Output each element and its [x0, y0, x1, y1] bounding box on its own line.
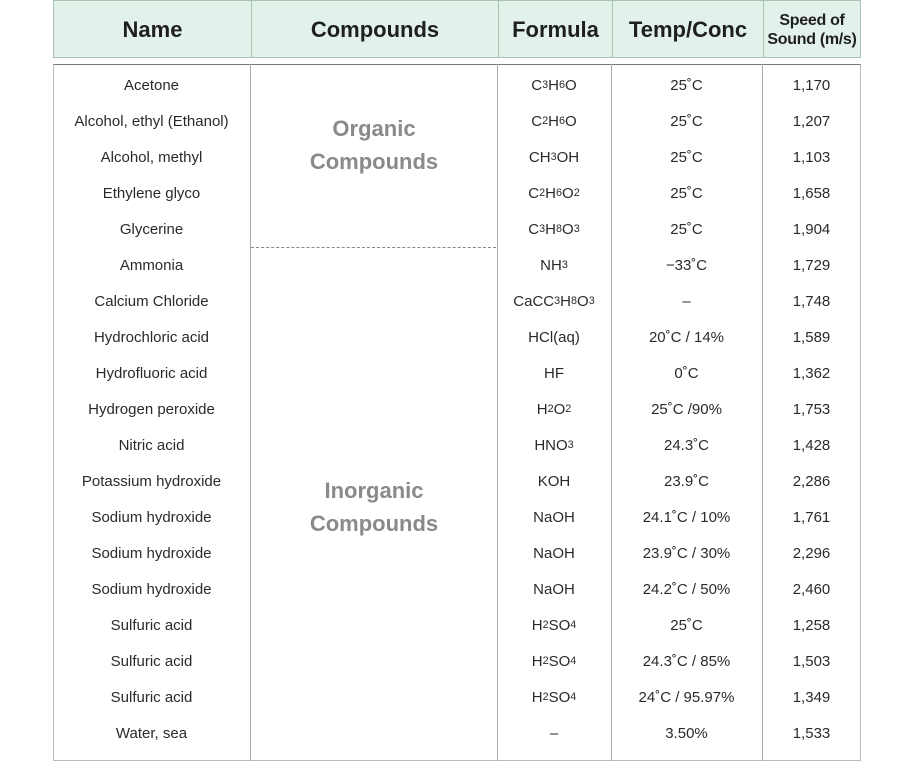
cell-formula: HNO 3 [534, 436, 574, 454]
table-row [53, 679, 861, 715]
cell-name: Sulfuric acid [110, 616, 193, 634]
cell-name: Hydrofluoric acid [95, 364, 208, 382]
cell-temp-conc: 25˚C [670, 148, 703, 166]
cell-formula: NaOH [533, 508, 575, 526]
cell-formula: C 3 H 6 O [531, 76, 577, 94]
cell-speed: 1,589 [792, 328, 831, 346]
table-row [53, 715, 861, 751]
cell-formula: C 3 H 8 O 3 [528, 220, 580, 238]
cell-speed: 1,753 [792, 400, 831, 418]
cell-speed: 1,761 [792, 508, 831, 526]
cell-speed: 2,286 [792, 472, 831, 490]
cell-name: Water, sea [115, 724, 188, 742]
cell-temp-conc: 25˚C [670, 220, 703, 238]
cell-speed: 1,503 [792, 652, 831, 670]
cell-temp-conc: 25˚C [670, 76, 703, 94]
table-header [53, 0, 861, 58]
cell-name: Alcohol, ethyl (Ethanol) [74, 112, 229, 130]
cell-temp-conc: 23.9˚C [663, 472, 710, 490]
table-row [53, 283, 861, 319]
table-row [53, 463, 861, 499]
cell-temp-conc: 3.50% [665, 724, 708, 742]
cell-temp-conc: 25˚C [670, 112, 703, 130]
cell-name: Sodium hydroxide [91, 508, 212, 526]
table-row [53, 427, 861, 463]
cell-temp-conc: 25˚C [670, 616, 703, 634]
cell-temp-conc: 24.1˚C / 10% [642, 508, 731, 526]
cell-speed: 1,748 [792, 292, 831, 310]
cell-formula: NaOH [533, 544, 575, 562]
table-row [53, 535, 861, 571]
cell-formula: KOH [537, 472, 571, 490]
cell-formula: HCl(aq) [528, 328, 580, 346]
header-formula: Formula [498, 1, 612, 58]
cell-speed: 1,658 [792, 184, 831, 202]
cell-temp-conc: 24.3˚C [663, 436, 710, 454]
cell-formula: CH 3 OH [528, 148, 580, 166]
cell-name: Potassium hydroxide [81, 472, 222, 490]
table-row [53, 391, 861, 427]
cell-name: Sulfuric acid [110, 652, 193, 670]
cell-name: Sodium hydroxide [91, 544, 212, 562]
cell-formula: NaOH [533, 580, 575, 598]
cell-temp-conc: 0˚C [674, 364, 699, 382]
table-row [53, 319, 861, 355]
cell-formula: H 2 SO 4 [531, 688, 577, 706]
cell-name: Calcium Chloride [94, 292, 209, 310]
cell-temp-conc: 24˚C / 95.97% [638, 688, 735, 706]
table-row [53, 355, 861, 391]
header-speed-line1: Speed of [779, 11, 845, 29]
cell-name: Hydrochloric acid [93, 328, 210, 346]
cell-name: Alcohol, methyl [100, 148, 203, 166]
cell-formula: H 2 O 2 [536, 400, 572, 418]
group-organic-line1: Organic [332, 116, 416, 141]
cell-name: Acetone [123, 76, 180, 94]
cell-formula: – [549, 724, 559, 742]
cell-name: Nitric acid [118, 436, 185, 454]
cell-speed: 1,207 [792, 112, 831, 130]
table-row [53, 139, 861, 175]
cell-formula: H 2 SO 4 [531, 652, 577, 670]
table-row [53, 643, 861, 679]
cell-speed: 1,362 [792, 364, 831, 382]
cell-speed: 1,103 [792, 148, 831, 166]
cell-temp-conc: 25˚C [670, 184, 703, 202]
header-speed-line2: Sound (m/s) [767, 30, 857, 48]
cell-name: Ammonia [119, 256, 184, 274]
header-compounds: Compounds [251, 1, 498, 58]
cell-name: Hydrogen peroxide [88, 400, 215, 418]
cell-formula: H 2 SO 4 [531, 616, 577, 634]
cell-speed: 2,460 [792, 580, 831, 598]
group-inorganic-line1: Inorganic [324, 478, 424, 503]
cell-speed: 1,428 [792, 436, 831, 454]
cell-temp-conc: 23.9˚C / 30% [642, 544, 731, 562]
table-row [53, 103, 861, 139]
table-row [53, 67, 861, 103]
cell-formula: CaCC 3 H 8 O 3 [513, 292, 595, 310]
cell-temp-conc: 25˚C /90% [651, 400, 722, 418]
cell-formula: C 2 H 6 O 2 [528, 184, 580, 202]
table-row [53, 247, 861, 283]
cell-speed: 1,349 [792, 688, 831, 706]
cell-speed: 1,170 [792, 76, 831, 94]
table-row [53, 499, 861, 535]
cell-speed: 1,729 [792, 256, 831, 274]
cell-speed: 1,533 [792, 724, 831, 742]
table-row [53, 571, 861, 607]
cell-name: Sulfuric acid [110, 688, 193, 706]
header-temp-conc: Temp/Conc [612, 1, 763, 58]
cell-speed: 2,296 [792, 544, 831, 562]
cell-temp-conc: −33˚C [665, 256, 708, 274]
cell-temp-conc: – [682, 292, 691, 310]
group-organic-line2: Compounds [309, 149, 439, 174]
cell-name: Ethylene glyco [102, 184, 201, 202]
cell-formula: C 2 H 6 O [531, 112, 577, 130]
table-row [53, 175, 861, 211]
cell-temp-conc: 20˚C / 14% [648, 328, 725, 346]
group-inorganic-line2: Compounds [309, 511, 439, 536]
cell-temp-conc: 24.3˚C / 85% [642, 652, 731, 670]
header-name: Name [122, 16, 183, 42]
cell-speed: 1,258 [792, 616, 831, 634]
cell-formula: NH 3 [540, 256, 568, 274]
cell-name: Glycerine [119, 220, 184, 238]
cell-speed: 1,904 [792, 220, 831, 238]
table-row [53, 211, 861, 247]
header-speed [763, 1, 860, 58]
table-row [53, 607, 861, 643]
cell-name: Sodium hydroxide [91, 580, 212, 598]
cell-formula: HF [544, 364, 564, 382]
cell-temp-conc: 24.2˚C / 50% [642, 580, 731, 598]
